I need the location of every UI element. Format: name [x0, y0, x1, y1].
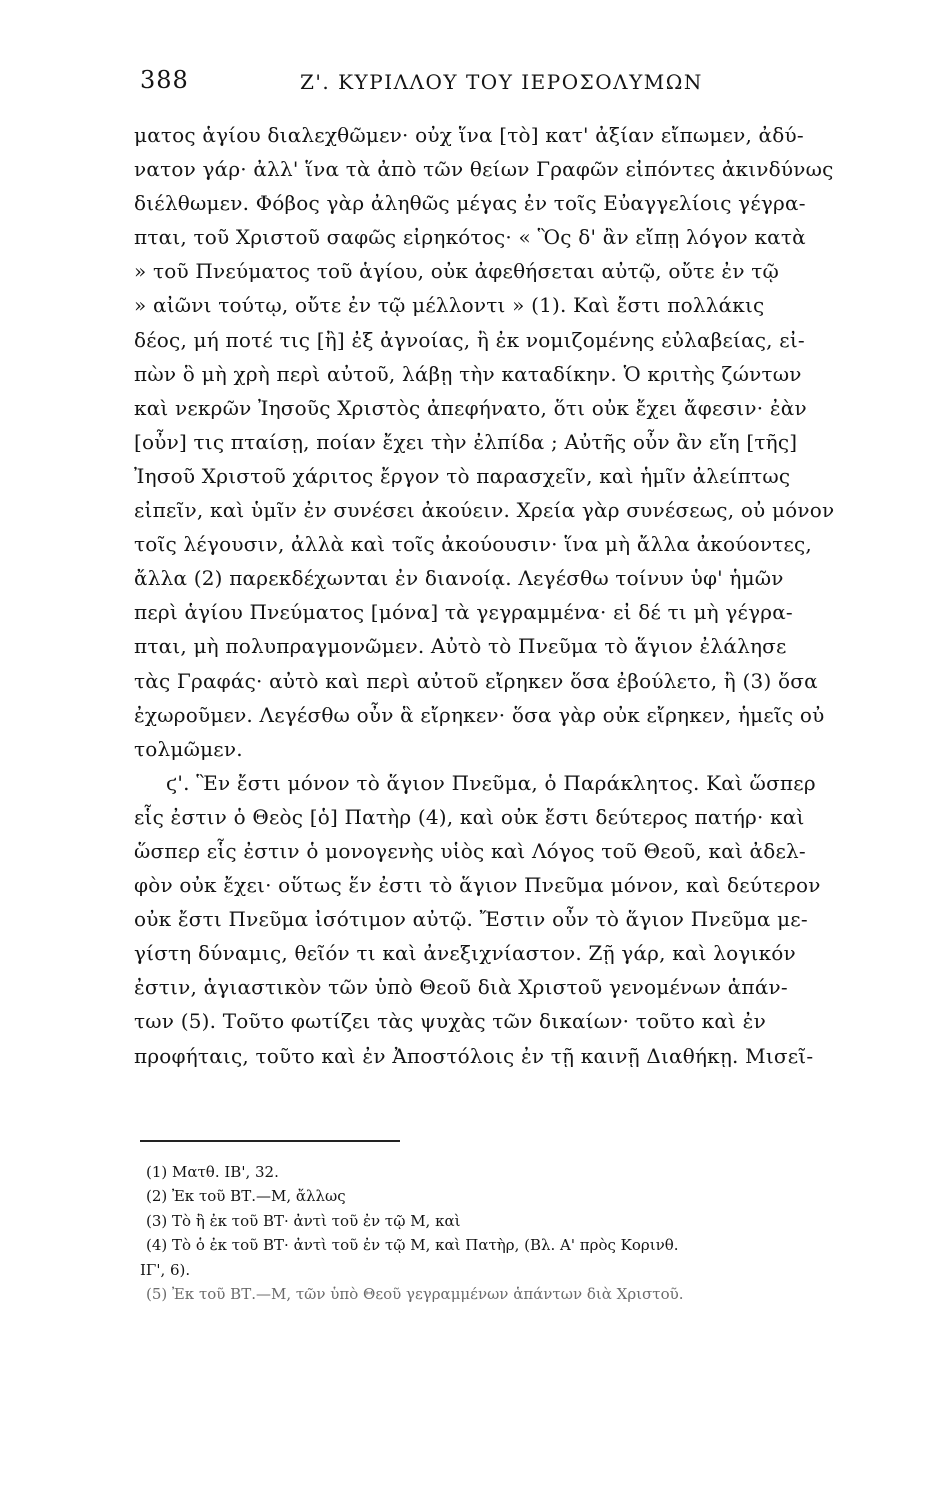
- footnote: (3) Τὸ ἢ ἐκ τοῦ ΒΤ· ἀντὶ τοῦ ἐν τῷ Μ, καὶ: [146, 1211, 461, 1230]
- text-line: » τοῦ Πνεύματος τοῦ ἁγίου, οὐκ ἀφεθήσεται αὐτῷ, οὔτε ἐν τῷ: [134, 259, 780, 284]
- text-line: ὥσπερ εἷς ἐστιν ὁ μονογενὴς υἱὸς καὶ Λόγος τοῦ Θεοῦ, καὶ ἀδελ-: [134, 838, 806, 863]
- text-line: [οὖν] τις πταίσῃ, ποίαν ἔχει τὴν ἐλπίδα ; Αὐτῆς οὖν ἂν εἴη [τῆς]: [134, 429, 798, 454]
- text-line: εἰπεῖν, καὶ ὑμῖν ἐν συνέσει ἀκούειν. Χρεία γὰρ συνέσεως, οὐ μόνον: [134, 498, 835, 523]
- text-line: καὶ νεκρῶν Ἰησοῦς Χριστὸς ἀπεφήνατο, ὅτι οὐκ ἔχει ἄφεσιν· ἐὰν: [134, 395, 807, 420]
- text-line: διέλθωμεν. Φόβος γὰρ ἀληθῶς μέγας ἐν τοῖς Εὐαγγελίοις γέγρα-: [134, 191, 806, 216]
- footnote-continuation: ΙΓ', 6).: [140, 1260, 191, 1279]
- text-line: » αἰῶνι τούτῳ, οὔτε ἐν τῷ μέλλοντι » (1). Καὶ ἔστι πολλάκις: [134, 293, 765, 318]
- footnote: (2) Ἐκ τοῦ ΒΤ.—Μ, ἄλλως: [146, 1187, 346, 1206]
- text-line: γίστη δύναμις, θεῖόν τι καὶ ἀνεξιχνίαστον. Ζῇ γάρ, καὶ λογικόν: [134, 941, 796, 966]
- section-start-line: ϛ'. Ἓν ἔστι μόνον τὸ ἅγιον Πνεῦμα, ὁ Παράκλητος. Καὶ ὥσπερ: [166, 770, 816, 795]
- footnotes: [140, 1160, 850, 1306]
- page-header: [140, 66, 840, 106]
- text-line: ἐστιν, ἁγιαστικὸν τῶν ὑπὸ Θεοῦ διὰ Χριστοῦ γενομένων ἁπάν-: [134, 975, 788, 1000]
- running-head: Ζ'. ΚΥΡΙΛΛΟΥ ΤΟΥ ΙΕΡΟΣΟΛΥΜΩΝ: [300, 70, 703, 94]
- text-line: πὼν ὃ μὴ χρὴ περὶ αὐτοῦ, λάβῃ τὴν καταδίκην. Ὁ κριτὴς ζώντων: [134, 361, 802, 386]
- text-line: ἐχωροῦμεν. Λεγέσθω οὖν ἃ εἴρηκεν· ὅσα γὰρ οὐκ εἴρηκεν, ἡμεῖς οὐ: [134, 702, 825, 727]
- text-line: πται, μὴ πολυπραγμονῶμεν. Αὐτὸ τὸ Πνεῦμα τὸ ἅγιον ἐλάλησε: [134, 634, 787, 659]
- text-line: των (5). Τοῦτο φωτίζει τὰς ψυχὰς τῶν δικαίων· τοῦτο καὶ ἐν: [134, 1009, 766, 1034]
- text-line: πται, τοῦ Χριστοῦ σαφῶς εἰρηκότος· « Ὃς δ' ἂν εἴπῃ λόγον κατὰ: [134, 225, 806, 250]
- main-text: [134, 118, 850, 1073]
- footnote: (5) Ἐκ τοῦ ΒΤ.—Μ, τῶν ὑπὸ Θεοῦ γεγραμμένων ἁπάντων διὰ Χριστοῦ.: [146, 1284, 684, 1303]
- text-line: τὰς Γραφάς· αὐτὸ καὶ περὶ αὐτοῦ εἴρηκεν ὅσα ἐβούλετο, ἢ (3) ὅσα: [134, 668, 818, 693]
- footnote-divider: [140, 1140, 400, 1142]
- text-line: οὐκ ἔστι Πνεῦμα ἰσότιμον αὐτῷ. Ἔστιν οὖν τὸ ἅγιον Πνεῦμα με-: [134, 907, 808, 932]
- text-line: περὶ ἁγίου Πνεύματος [μόνα] τὰ γεγραμμένα· εἰ δέ τι μὴ γέγρα-: [134, 600, 793, 625]
- page-number: 388: [140, 66, 189, 94]
- text-line: εἷς ἐστιν ὁ Θεὸς [ὁ] Πατὴρ (4), καὶ οὐκ ἔστι δεύτερος πατήρ· καὶ: [134, 804, 805, 829]
- text-line: δέος, μή ποτέ τις [ἢ] ἐξ ἀγνοίας, ἢ ἐκ νομιζομένης εὐλαβείας, εἰ-: [134, 327, 805, 352]
- text-line: ἄλλα (2) παρεκδέχωνται ἐν διανοίᾳ. Λεγέσθω τοίνυν ὑφ' ἡμῶν: [134, 566, 784, 591]
- text-line: Ἰησοῦ Χριστοῦ χάριτος ἔργον τὸ παρασχεῖν, καὶ ἡμῖν ἀλείπτως: [134, 463, 791, 488]
- footnote: (4) Τὸ ὁ ἐκ τοῦ ΒΤ· ἀντὶ τοῦ ἐν τῷ Μ, καὶ Πατὴρ, (Βλ. Α' πρὸς Κορινθ.: [146, 1236, 679, 1255]
- text-line: ματος ἁγίου διαλεχθῶμεν· οὐχ ἵνα [τὸ] κατ' ἀξίαν εἴπωμεν, ἀδύ-: [134, 123, 804, 147]
- text-line: νατον γάρ· ἀλλ' ἵνα τὰ ἀπὸ τῶν θείων Γραφῶν εἰπόντες ἀκινδύνως: [134, 157, 834, 182]
- text-line: τοῖς λέγουσιν, ἀλλὰ καὶ τοῖς ἀκούουσιν· ἵνα μὴ ἄλλα ἀκούοντες,: [134, 532, 812, 557]
- footnote: (1) Ματθ. ΙΒ', 32.: [146, 1163, 279, 1181]
- text-line: φὸν οὐκ ἔχει· οὕτως ἕν ἐστι τὸ ἅγιον Πνεῦμα μόνον, καὶ δεύτερον: [134, 873, 821, 898]
- text-line: τολμῶμεν.: [134, 736, 243, 761]
- text-line: προφήταις, τοῦτο καὶ ἐν Ἀποστόλοις ἐν τῇ καινῇ Διαθήκῃ. Μισεῖ-: [134, 1043, 814, 1068]
